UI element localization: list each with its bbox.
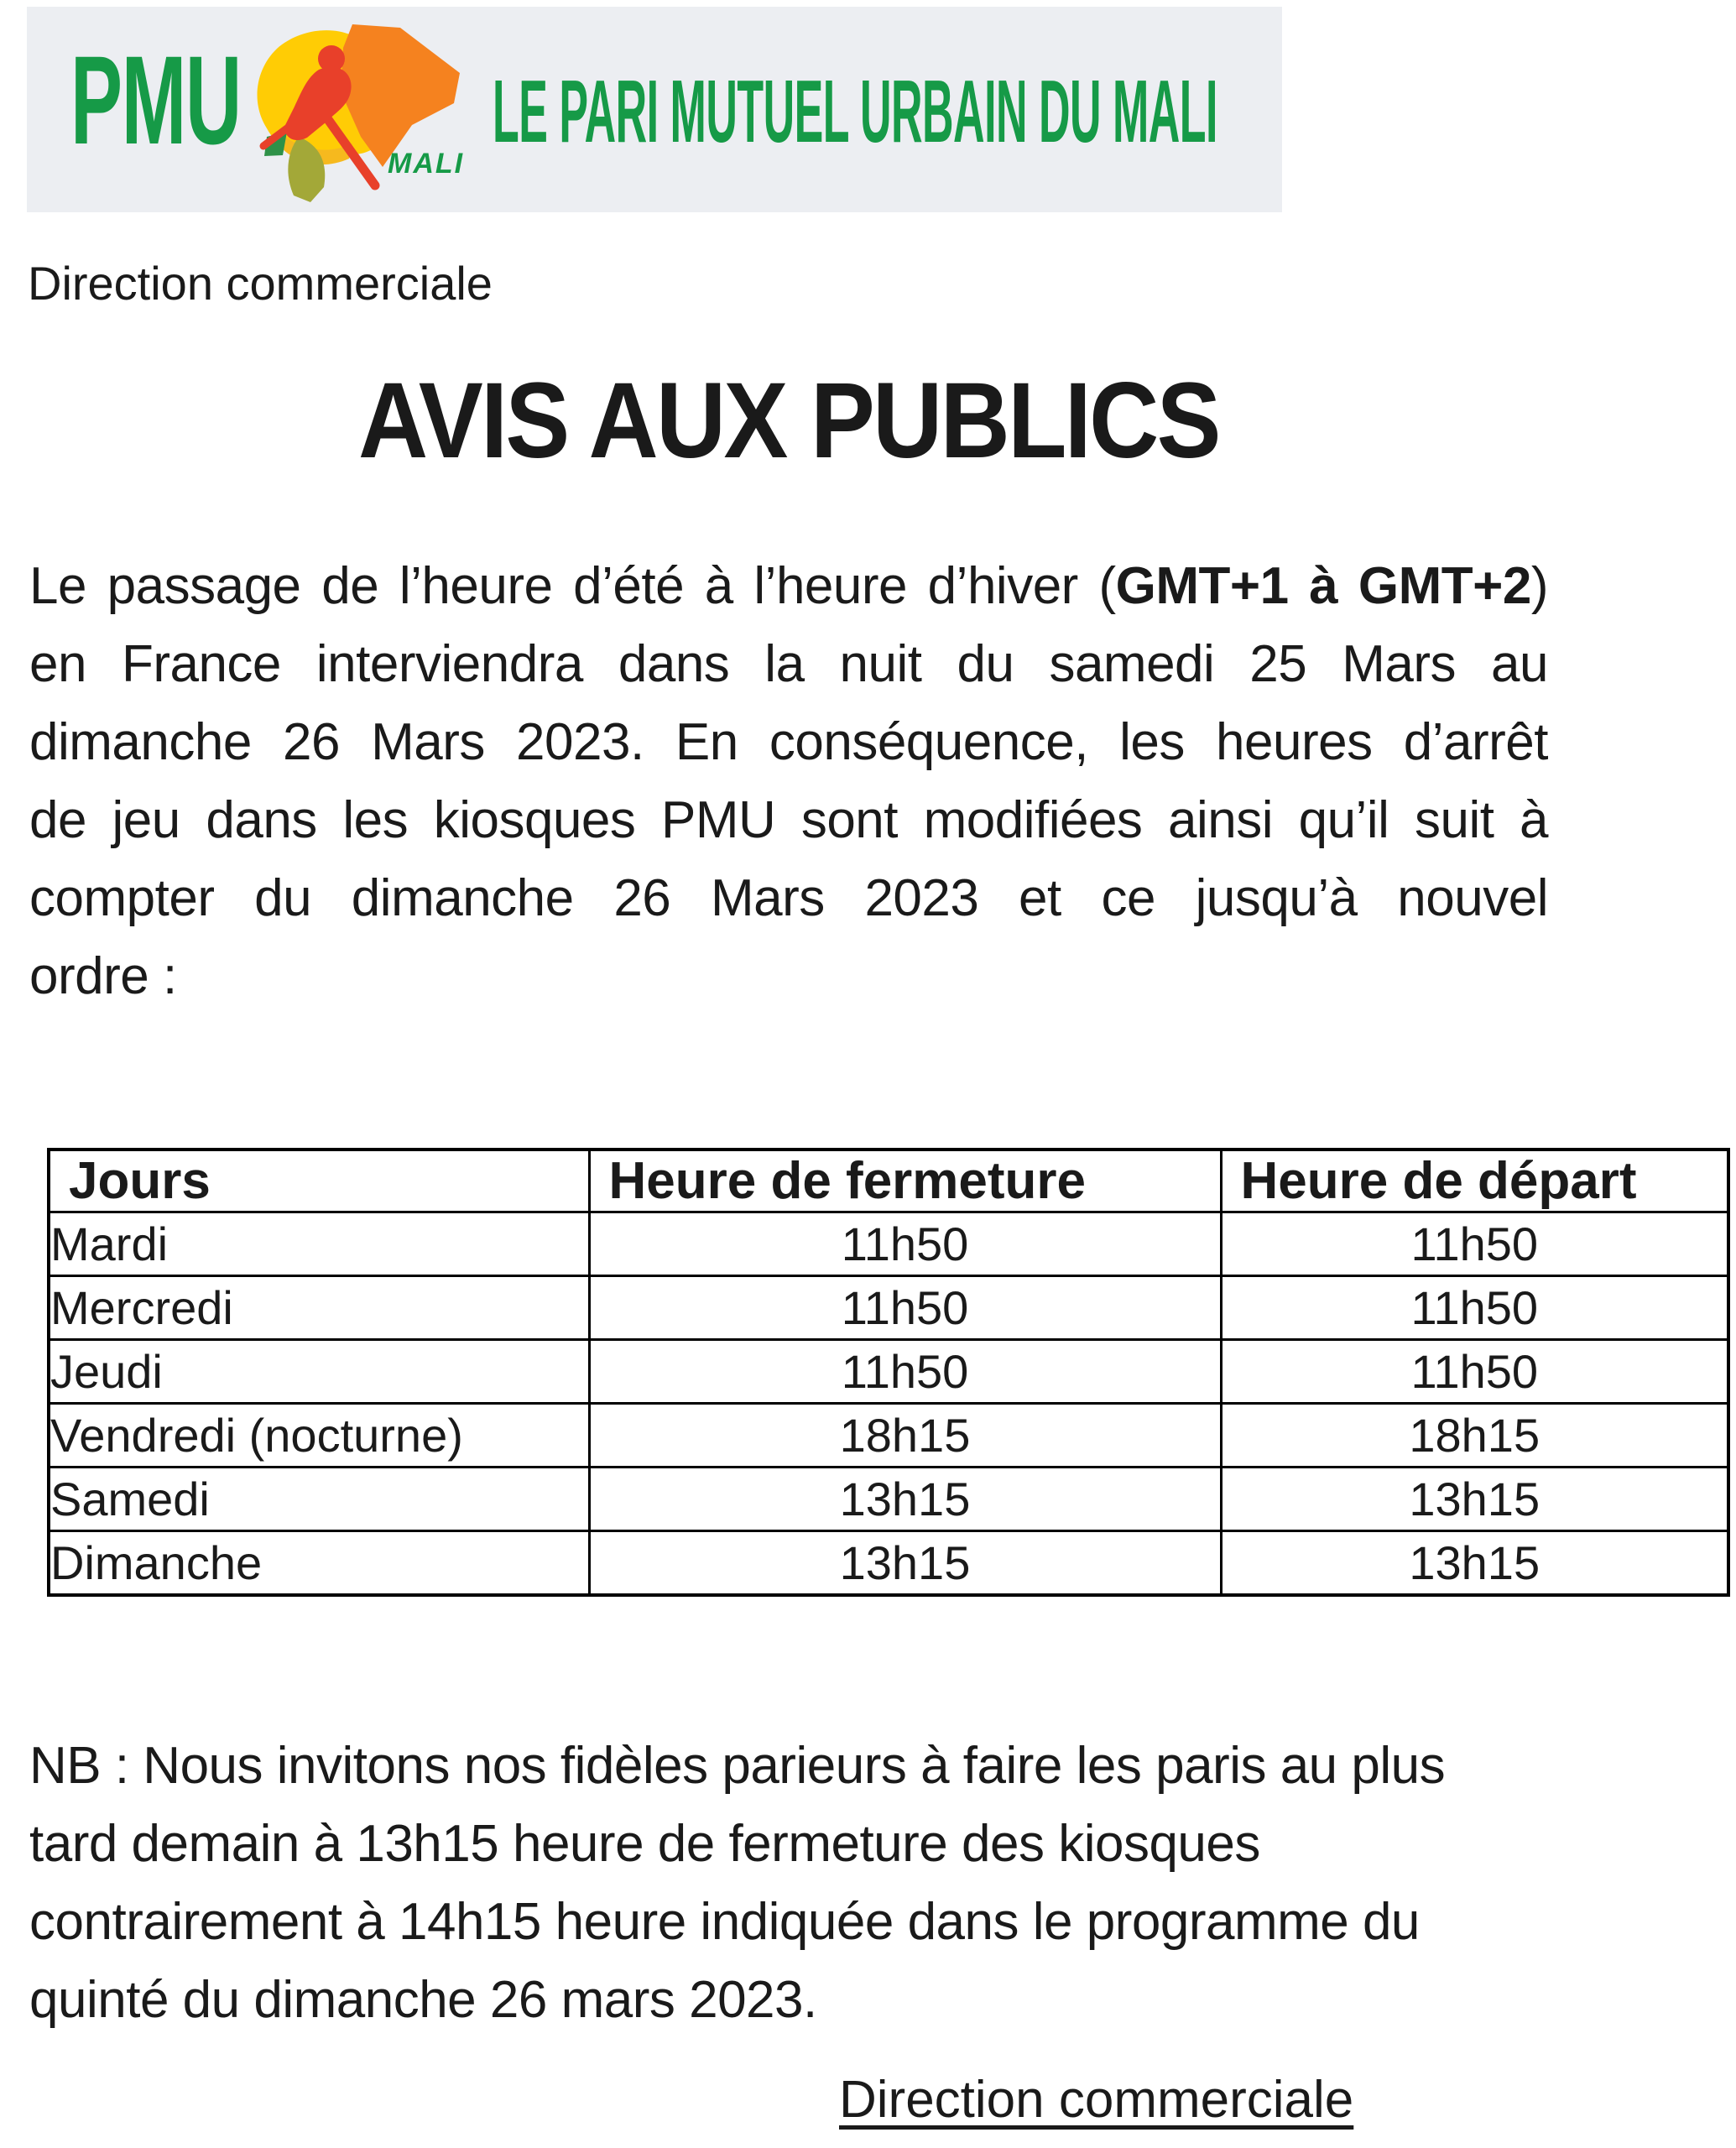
nb-paragraph [29,1727,1607,2039]
close-cell: 18h15 [589,1404,1221,1468]
nb-line-3: contrairement à 14h15 heure indiquée dans le programme du [29,1893,1420,1951]
column-header-fermeture: Heure de fermeture [589,1150,1221,1212]
intro-line-2: en France interviendra dans la nuit du samedi 25 Mars au [29,635,1548,693]
mali-logo-text: MALI [388,148,465,180]
column-header-depart: Heure de départ [1221,1150,1728,1212]
intro-line-6: ordre : [29,947,177,1005]
close-cell: 13h15 [589,1468,1221,1531]
nb-line-4: quinté du dimanche 26 mars 2023. [29,1971,817,2029]
table-row [49,1212,1728,1276]
start-cell: 13h15 [1221,1468,1728,1531]
nb-line-1: NB : Nous invitons nos fidèles parieurs à faire les paris au plus [29,1737,1446,1795]
page-title [29,362,1548,480]
table-row [49,1468,1728,1531]
intro-line-1 [29,547,1548,625]
intro-line-3: dimanche 26 Mars 2023. En conséquence, les heures d’arrêt [29,713,1548,771]
day-cell: Dimanche [49,1531,589,1596]
logo-banner [27,7,1282,212]
signature-label: Direction commerciale [839,2071,1354,2129]
table-row [49,1340,1728,1404]
table-row [49,1276,1728,1340]
start-cell: 11h50 [1221,1340,1728,1404]
intro-line-5: compter du dimanche 26 Mars 2023 et ce jusqu’à nouvel [29,869,1548,927]
close-cell: 11h50 [589,1212,1221,1276]
day-cell: Mercredi [49,1276,589,1340]
day-cell: Jeudi [49,1340,589,1404]
banner-title: LE PARI MUTUEL URBAIN DU MALI [493,62,1217,161]
start-cell: 11h50 [1221,1276,1728,1340]
intro-line-4: de jeu dans les kiosques PMU sont modifiées ainsi qu’il suit à [29,791,1548,849]
column-header-jours: Jours [49,1150,589,1212]
intro-line-1-pre: Le passage de l’heure d’été à l’heure d’hiver ( [29,557,1116,615]
close-cell: 11h50 [589,1340,1221,1404]
day-cell: Vendredi (nocturne) [49,1404,589,1468]
pmu-logo-text: PMU [70,29,241,170]
day-cell: Samedi [49,1468,589,1531]
start-cell: 18h15 [1221,1404,1728,1468]
start-cell: 11h50 [1221,1212,1728,1276]
close-cell: 11h50 [589,1276,1221,1340]
intro-line-1-post: ) [1530,557,1548,615]
day-cell: Mardi [49,1212,589,1276]
table-row [49,1404,1728,1468]
page-title-text: AVIS AUX PUBLICS [358,361,1219,481]
gmt-bold-text: GMT+1 à GMT+2 [1115,557,1531,615]
table-row [49,1531,1728,1596]
intro-paragraph [29,547,1548,1015]
start-cell: 13h15 [1221,1531,1728,1596]
nb-line-2: tard demain à 13h15 heure de fermeture des kiosques [29,1815,1260,1873]
schedule-table [47,1148,1730,1597]
department-label: Direction commerciale [28,257,493,310]
close-cell: 13h15 [589,1531,1221,1596]
table-header-row [49,1150,1728,1212]
